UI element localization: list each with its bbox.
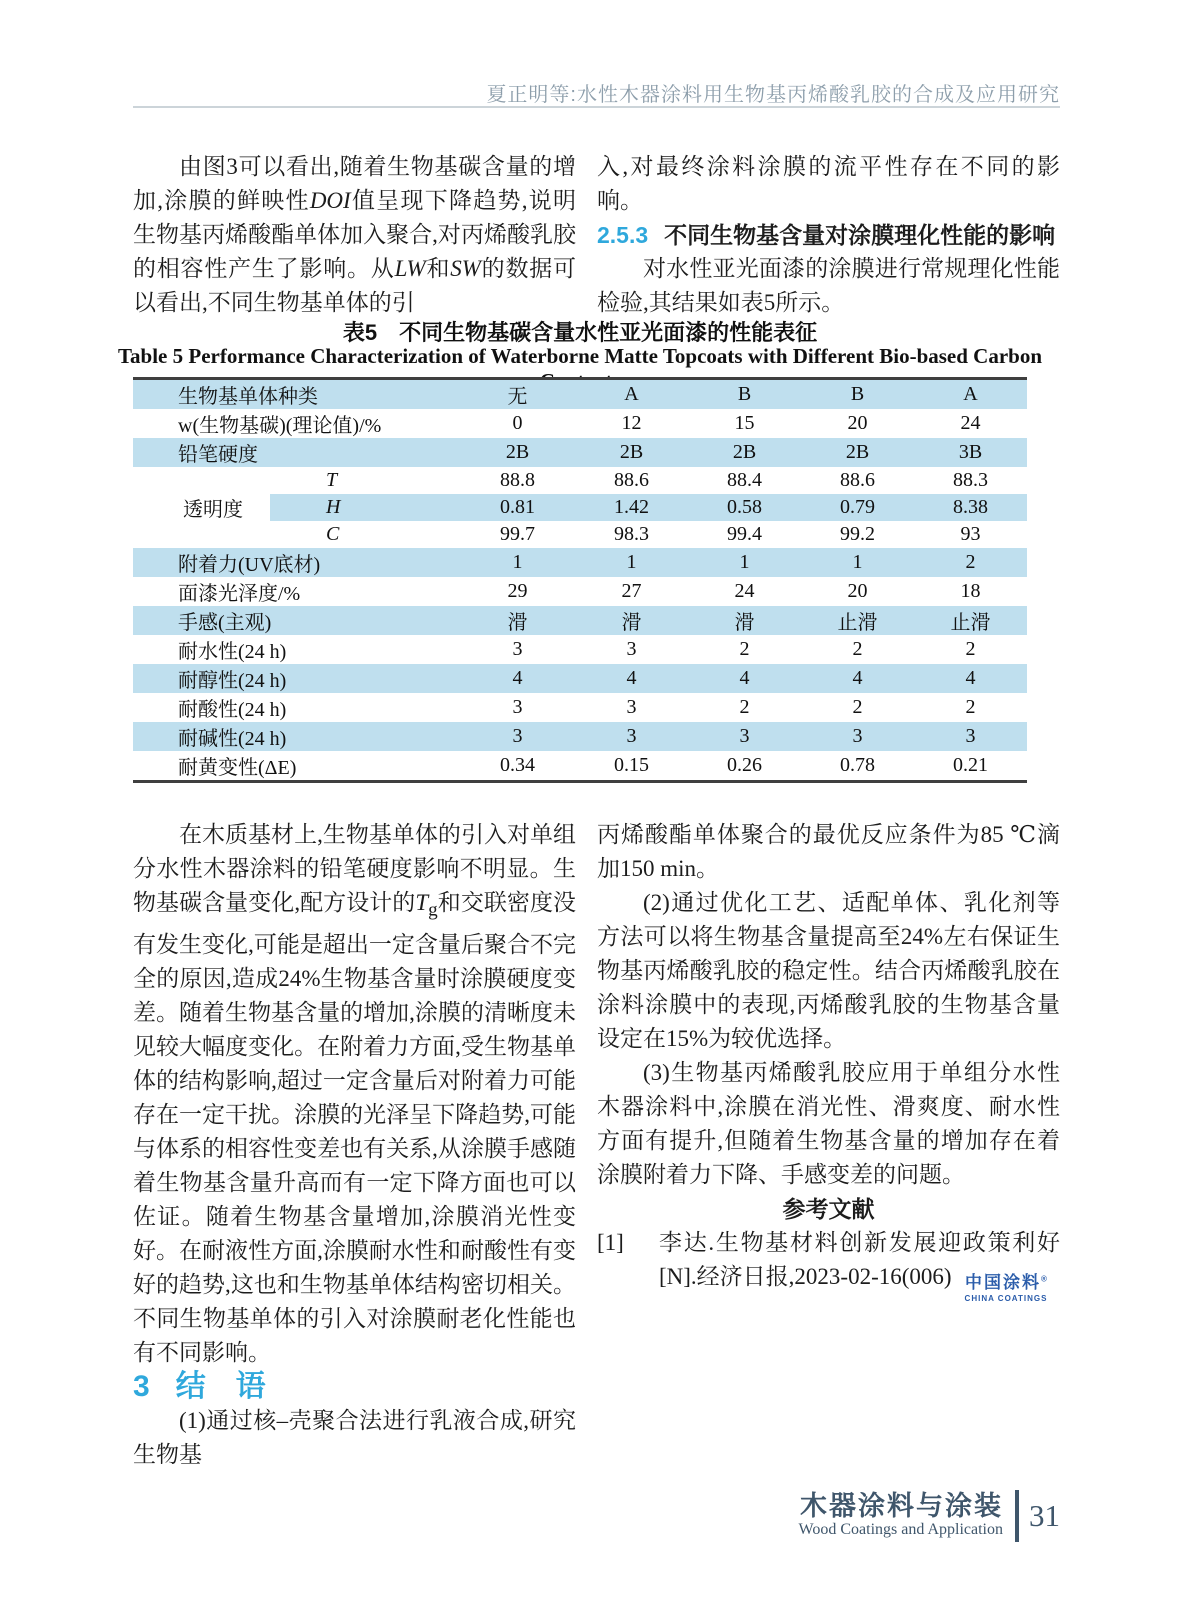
table-cell: 1 [626, 551, 637, 573]
table-row [133, 467, 1027, 494]
table-row [133, 438, 1027, 467]
table-row [133, 693, 1027, 722]
table-cell: 滑 [734, 612, 755, 634]
section-title: 不同生物基含量对涂膜理化性能的影响 [664, 222, 1056, 248]
logo-zh-label: 中国涂料 [965, 1273, 1042, 1292]
footer-divider [1015, 1490, 1019, 1542]
journal-name [799, 1492, 1003, 1540]
table-cell: 0.21 [953, 754, 988, 776]
table-group-label: 透明度 [133, 467, 270, 548]
logo-text-zh [963, 1268, 1049, 1293]
table-cell: 2B [505, 441, 530, 463]
table-cell: 12 [621, 412, 642, 434]
paragraph [133, 818, 576, 1370]
table-row-label: 耐水性(24 h) [178, 641, 287, 663]
registered-mark-icon: ® [1041, 1274, 1047, 1284]
table-caption-zh: 表5 不同生物基碳含量水性亚光面漆的性能表征 [342, 320, 818, 345]
table-row-label: 手感(主观) [178, 612, 272, 634]
table-cell: 88.8 [500, 469, 535, 491]
table-cell: 88.6 [614, 469, 649, 491]
header-rule [133, 106, 1060, 108]
paragraph [133, 150, 576, 320]
section-number: 2.5.3 [597, 222, 649, 248]
perf-table-body [133, 379, 1027, 782]
table-cell: 29 [507, 580, 528, 602]
table-cell: 3 [512, 696, 523, 718]
table-row-label: 生物基单体种类 [178, 386, 318, 408]
paragraph-text: 由图3可以看出,随着生物基碳含量的增加,涂膜的鲜映性 [133, 154, 576, 213]
table-cell: 2B [845, 441, 870, 463]
table-cell: 0.15 [614, 754, 649, 776]
italic-term-sw: SW [450, 256, 481, 281]
table-cell: 3 [512, 638, 523, 660]
table-cell: 3 [512, 725, 523, 747]
table-cell: 止滑 [950, 612, 991, 634]
paragraph-text: 和交联密度没有发生变化,可能是超出一定含量后聚合不完全的原因,造成24%生物基含量时涂膜硬度变差。随着生物基含量的增加,涂膜的清晰度未见较大幅度变化。在附着力方面,受生物基单体的结构影响,超过一定含量后对附着力可能存在一定干扰。涂膜的光泽呈下降趋势,可能与体系的相容性变差也有关系,从涂膜手感随着生物基含量升高而有一定下降方面也可以佐证。随着生物基含量增加,涂膜消光性变好。在耐液性方面,涂膜耐水性和耐酸性有变好的趋势,这也和生物基单体结构密切相关。不同生物基单体的引入对涂膜耐老化性能也有不同影响。 [133, 890, 577, 1365]
table-cell: 滑 [507, 612, 528, 634]
table-cell: 2 [739, 638, 750, 660]
table-cell: 止滑 [837, 612, 878, 634]
table-cell: 88.6 [840, 469, 875, 491]
paragraph-text: 值呈现下降趋势,说明生物基丙烯酸酯单体加入聚合,对丙烯酸乳胶的相容性产生了影响。从 [133, 188, 577, 281]
paragraph-text: 在木质基材上,生物基单体的引入对单组分水性木器涂料的铅笔硬度影响不明显。生物基碳含量变化,配方设计的 [133, 822, 576, 915]
performance-table [133, 377, 1027, 783]
table-cell: 3 [626, 725, 637, 747]
table-cell: 24 [734, 580, 755, 602]
table-cell: 3 [965, 725, 976, 747]
table-cell: 15 [734, 412, 755, 434]
table-cell: 88.3 [953, 469, 988, 491]
column-bottom-left [133, 818, 576, 1472]
column-top-left [133, 150, 576, 320]
table-row [133, 548, 1027, 577]
table-cell: 4 [626, 667, 637, 689]
table-cell: 3B [958, 441, 983, 463]
paragraph: 对水性亚光面漆的涂膜进行常规理化性能检验,其结果如表5所示。 [597, 256, 1060, 315]
table-cell: 0.78 [840, 754, 875, 776]
perf-table [133, 377, 1027, 783]
italic-term-doi: DOI [309, 188, 351, 213]
table-cell: 2 [965, 638, 976, 660]
section-heading-3 [133, 1370, 576, 1404]
table-row [133, 751, 1027, 782]
table-row [133, 379, 1027, 410]
table-cell: 4 [739, 667, 750, 689]
table-cell: 24 [960, 412, 981, 434]
table-cell: 2B [732, 441, 757, 463]
table-cell: 2 [965, 696, 976, 718]
table-cell: 98.3 [614, 523, 649, 545]
table-cell: 99.4 [727, 523, 762, 545]
paragraph: (3)生物基丙烯酸乳胶应用于单组分水性木器涂料中,涂膜在消光性、滑爽度、耐水性方面有提升,但随着生物基含量的增加存在着涂膜附着力下降、手感变差的问题。 [597, 1060, 1060, 1187]
table-row-label: 铅笔硬度 [178, 444, 258, 466]
paragraph-text: 和 [425, 256, 451, 281]
table-row [133, 664, 1027, 693]
table-cell: B [850, 383, 865, 405]
table-cell: 1.42 [614, 496, 649, 518]
reference-number: [1] [597, 1230, 624, 1255]
table-cell: B [737, 383, 752, 405]
references-heading: 参考文献 [782, 1196, 875, 1222]
table-cell: 1 [852, 551, 863, 573]
section-heading-253 [597, 218, 1060, 252]
section-number: 3 [133, 1369, 150, 1403]
table-cell: 99.2 [840, 523, 875, 545]
table-cell: 3 [739, 725, 750, 747]
table-row [133, 409, 1027, 438]
table-cell: 0 [512, 412, 523, 434]
subscript-g: g [428, 899, 438, 921]
table-cell: 0.58 [727, 496, 762, 518]
table-cell: 滑 [621, 612, 642, 634]
table-sub-label: H [326, 496, 341, 518]
table-cell: 0.79 [840, 496, 875, 518]
column-top-right [597, 150, 1060, 320]
journal-name-en: Wood Coatings and Application [798, 1521, 1003, 1538]
italic-term-tg: T [415, 890, 429, 915]
section-title: 结 语 [175, 1369, 266, 1403]
table-cell: 0.26 [727, 754, 762, 776]
italic-term-lw: LW [394, 256, 426, 281]
paragraph: (1)通过核–壳聚合法进行乳液合成,研究生物基 [133, 1407, 576, 1467]
paragraph: 入,对最终涂料涂膜的流平性存在不同的影响。 [597, 154, 1060, 213]
table-row [133, 606, 1027, 635]
table-cell: A [963, 383, 978, 405]
page-footer [700, 1490, 1060, 1542]
table-cell: 88.4 [727, 469, 762, 491]
table-cell: 1 [512, 551, 523, 573]
paragraph: 丙烯酸酯单体聚合的最优反应条件为85 ℃滴加150 min。 [597, 822, 1060, 881]
table-row-label: 耐醇性(24 h) [178, 670, 287, 692]
running-head: 夏正明等:水性木器涂料用生物基丙烯酸乳胶的合成及应用研究 [486, 84, 1060, 106]
table-cell: 20 [847, 412, 868, 434]
table-cell: 1 [739, 551, 750, 573]
table-cell: 3 [852, 725, 863, 747]
table-row [133, 722, 1027, 751]
table-cell: 2 [739, 696, 750, 718]
table-sub-label: T [326, 469, 338, 491]
table-cell: 3 [626, 696, 637, 718]
journal-name-zh: 木器涂料与涂装 [800, 1491, 1003, 1521]
china-coatings-logo [963, 1268, 1049, 1303]
table-sub-label: C [326, 523, 340, 545]
table-row-label: w(生物基碳)(理论值)/% [178, 415, 382, 437]
table-cell: 4 [512, 667, 523, 689]
table-cell: 2 [852, 696, 863, 718]
table-cell: 4 [852, 667, 863, 689]
table-row [133, 577, 1027, 606]
table-cell: 27 [621, 580, 642, 602]
table-cell: 18 [960, 580, 981, 602]
table-caption-en: Table 5 Performance Characterization of Waterborne Matte Topcoats with Different Bio-based Carbon Contents [117, 344, 1043, 393]
table-cell: 99.7 [500, 523, 535, 545]
logo-text-en: CHINA COATINGS [964, 1294, 1048, 1303]
table-cell: 0.81 [500, 496, 535, 518]
table-cell: 2 [965, 551, 976, 573]
table-cell: 2B [619, 441, 644, 463]
table-cell: 93 [960, 523, 981, 545]
page-number: 31 [1029, 1498, 1060, 1533]
table-cell: 4 [965, 667, 976, 689]
table-cell: 8.38 [953, 496, 988, 518]
table-row-label: 耐酸性(24 h) [178, 699, 287, 721]
table-row-label: 面漆光泽度/% [178, 583, 301, 605]
table-cell: A [624, 383, 639, 405]
table-cell: 2 [852, 638, 863, 660]
table-row-label: 附着力(UV底材) [178, 554, 321, 576]
table-row [133, 635, 1027, 664]
table-cell: 无 [507, 386, 528, 408]
table-cell: 20 [847, 580, 868, 602]
column-bottom-right [597, 818, 1060, 1294]
table-row-label: 耐碱性(24 h) [178, 728, 287, 750]
table-cell: 3 [626, 638, 637, 660]
table-row-label: 耐黄变性(ΔE) [178, 757, 297, 779]
paragraph: (2)通过优化工艺、适配单体、乳化剂等方法可以将生物基含量提高至24%左右保证生物基丙烯酸乳胶的稳定性。结合丙烯酸乳胶在涂料涂膜中的表现,丙烯酸乳胶的生物基含量设定在15%为较优选择。 [597, 890, 1060, 1051]
paragraph-text: 的数据可以看出,不同生物基单体的引 [133, 256, 577, 315]
table-cell: 0.34 [500, 754, 535, 776]
reference-text: 李达.生物基材料创新发展迎政策利好[N].经济日报,2023-02-16(006) [659, 1230, 1060, 1289]
